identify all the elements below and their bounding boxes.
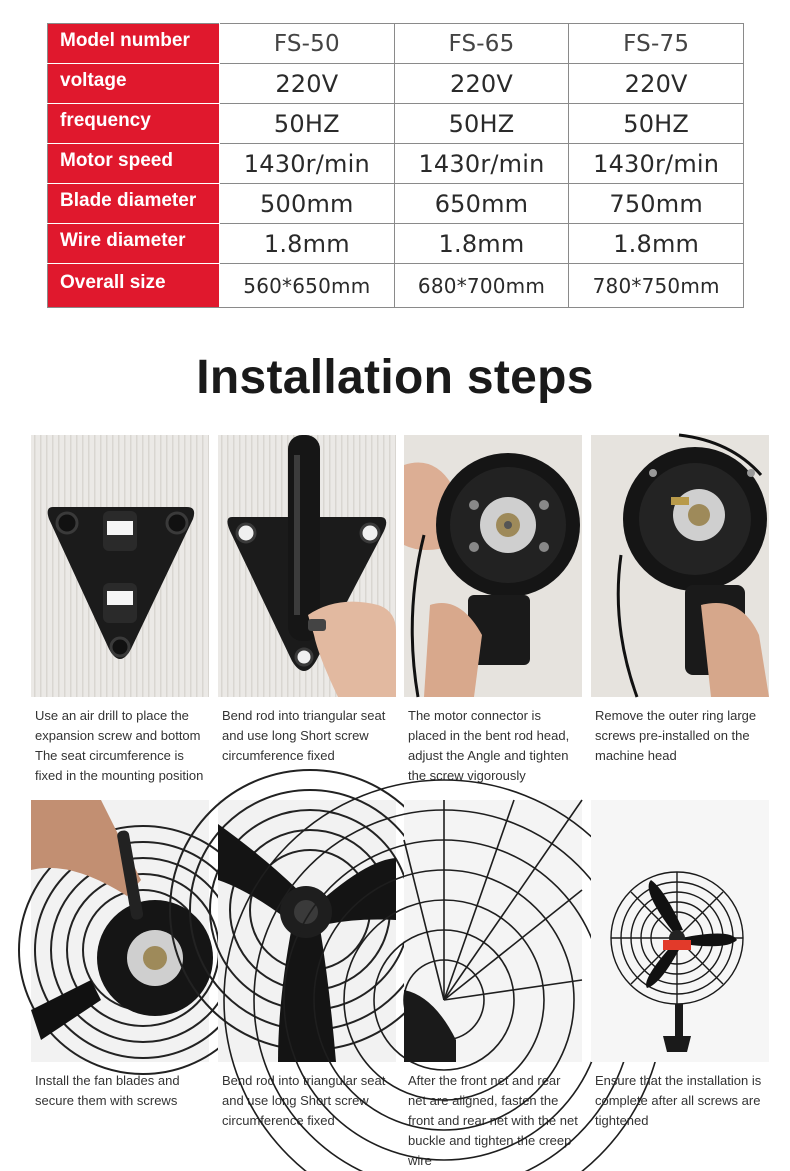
spec-table	[47, 23, 744, 308]
blade-diameter-cell: 750mm	[569, 184, 744, 224]
wire-diameter-cell: 1.8mm	[220, 224, 395, 264]
spec-row-wire-diameter	[48, 224, 744, 264]
install-step	[218, 435, 396, 766]
fan-blades-icon	[218, 800, 396, 1062]
install-step	[591, 800, 769, 1131]
install-step	[591, 435, 769, 766]
install-step	[31, 800, 209, 1111]
model-cell: FS-75	[569, 24, 744, 64]
page-title: Installation steps	[196, 351, 594, 404]
spec-row-overall-size	[48, 264, 744, 308]
frequency-cell: 50HZ	[394, 104, 569, 144]
voltage-cell: 220V	[569, 64, 744, 104]
motor-head-icon	[404, 435, 582, 697]
step-caption: Remove the outer ring large screws pre-installed on the machine head	[595, 708, 757, 763]
overall-size-cell: 780*750mm	[569, 264, 744, 308]
overall-size-cell: 680*700mm	[394, 264, 569, 308]
fan-grille-icon	[404, 800, 582, 1062]
voltage-cell: 220V	[220, 64, 395, 104]
row-label: Blade diameter	[48, 184, 220, 224]
frequency-cell: 50HZ	[569, 104, 744, 144]
step-caption: Ensure that the installation is complete after all screws are tightened	[595, 1073, 762, 1128]
step-caption: Bend rod into triangular seat and use long Short screw circumference fixed	[222, 708, 386, 763]
motor-speed-cell: 1430r/min	[220, 144, 395, 184]
spec-row-voltage	[48, 64, 744, 104]
wire-diameter-cell: 1.8mm	[569, 224, 744, 264]
row-label: Model number	[48, 24, 220, 64]
install-step	[31, 435, 209, 786]
row-label: voltage	[48, 64, 220, 104]
wall-fan-icon	[591, 800, 769, 1062]
wire-diameter-cell: 1.8mm	[394, 224, 569, 264]
rod-in-bracket-icon	[218, 435, 396, 697]
screwdriver-blade-icon	[31, 800, 209, 1062]
row-label: Wire diameter	[48, 224, 220, 264]
spec-row-blade-diameter	[48, 184, 744, 224]
row-label: Overall size	[48, 264, 220, 308]
row-label: Motor speed	[48, 144, 220, 184]
step-caption: Bend rod into triangular seat and use long Short screw circumference fixed	[222, 1073, 386, 1128]
step-caption: Use an air drill to place the expansion screw and bottom The seat circumference is fixed in the mounting position	[35, 708, 204, 783]
install-step	[404, 435, 582, 786]
step-caption: Install the fan blades and secure them with screws	[35, 1073, 180, 1108]
model-cell: FS-50	[220, 24, 395, 64]
frequency-cell: 50HZ	[220, 104, 395, 144]
spec-row-frequency	[48, 104, 744, 144]
triangle-mount-bracket-icon	[31, 435, 209, 697]
motor-speed-cell: 1430r/min	[394, 144, 569, 184]
blade-diameter-cell: 500mm	[220, 184, 395, 224]
voltage-cell: 220V	[394, 64, 569, 104]
step-caption: The motor connector is placed in the bent rod head, adjust the Angle and tighten the screw vigorously	[408, 708, 570, 783]
motor-head-screws-icon	[591, 435, 769, 697]
row-label: frequency	[48, 104, 220, 144]
motor-speed-cell: 1430r/min	[569, 144, 744, 184]
spec-row-motor-speed	[48, 144, 744, 184]
spec-row-model	[48, 24, 744, 64]
step-caption: After the front net and rear net are aligned, fasten the front and rear net with the net buckle and tighten the creep wire	[408, 1073, 578, 1168]
overall-size-cell: 560*650mm	[220, 264, 395, 308]
install-step	[404, 800, 582, 1171]
blade-diameter-cell: 650mm	[394, 184, 569, 224]
model-cell: FS-65	[394, 24, 569, 64]
